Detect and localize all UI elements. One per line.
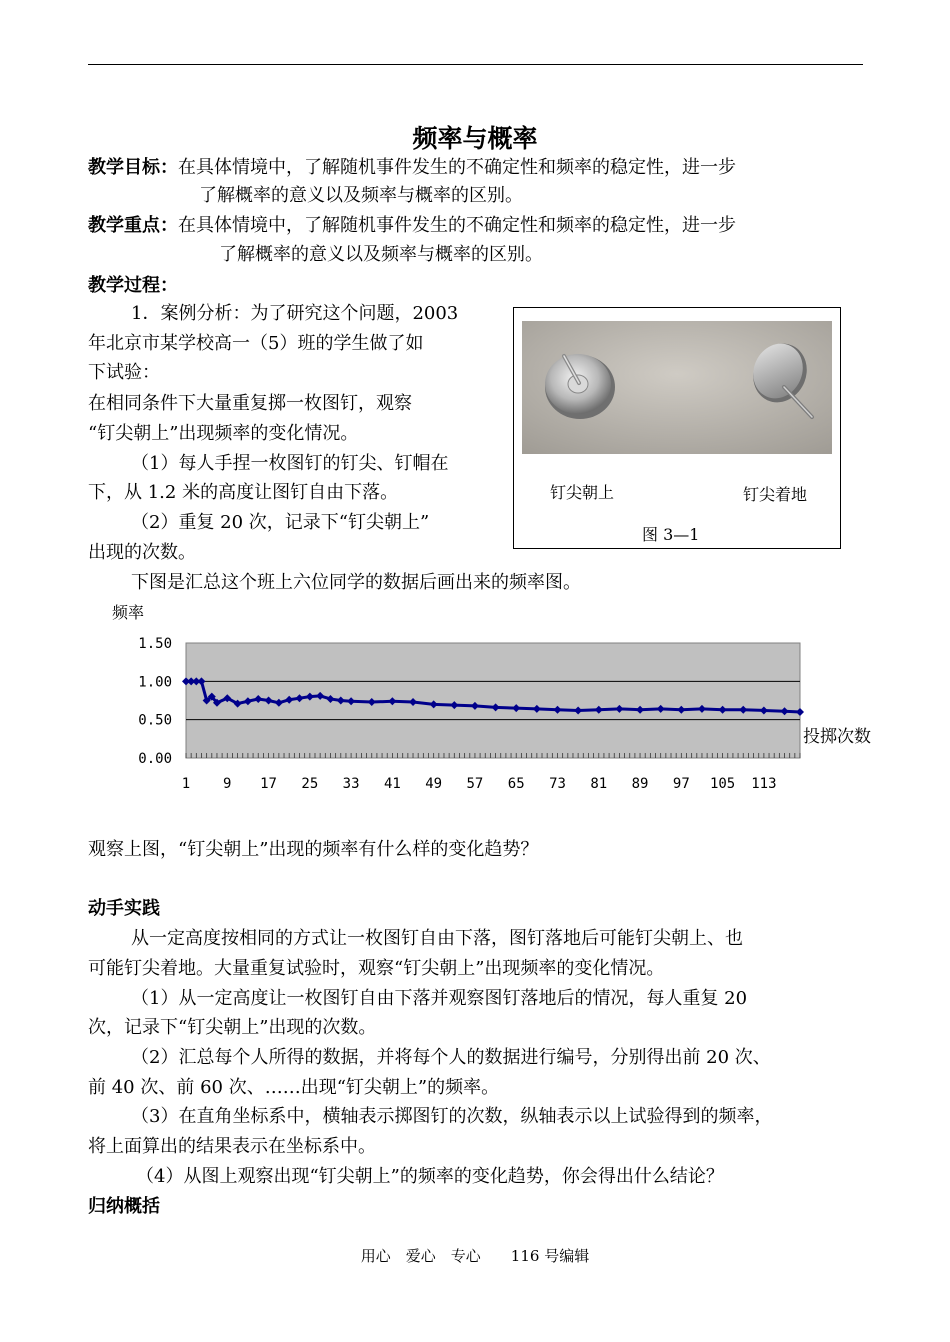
x-tick-label: 49 [425, 776, 443, 792]
thumbtack-figure [513, 307, 841, 549]
x-tick-label: 81 [590, 776, 608, 792]
keypoint-line-1 [88, 212, 736, 240]
summary-heading: 归纳概括 [88, 1196, 160, 1217]
chart-intro: 下图是汇总这个班上六位同学的数据后画出来的频率图。 [131, 572, 581, 593]
practice-line: （4）从图上观察出现“钉尖朝上”的频率的变化趋势，你会得出什么结论？ [136, 1166, 724, 1187]
practice-line: 从一定高度按相同的方式让一枚图钉自由下落，图钉落地后可能钉尖朝上、也 [131, 928, 743, 949]
x-tick-label: 1 [181, 776, 191, 792]
y-axis-label: 频率 [112, 603, 145, 622]
caption-point-down: 钉尖着地 [743, 485, 808, 504]
case-line: 年北京市某学校高一（5）班的学生做了如 [88, 333, 424, 354]
x-tick-label: 9 [223, 776, 232, 792]
keypoint-text-1: 在具体情境中，了解随机事件发生的不确定性和频率的稳定性，进一步 [178, 215, 736, 236]
objective-text-1: 在具体情境中，了解随机事件发生的不确定性和频率的稳定性，进一步 [178, 157, 736, 178]
thumbtack-photo [522, 321, 832, 454]
x-tick-label: 65 [507, 776, 525, 792]
objective-line-2: 了解概率的意义以及频率与概率的区别。 [199, 185, 523, 206]
y-tick-label: 0.00 [138, 751, 172, 767]
practice-heading: 动手实践 [88, 898, 160, 919]
practice-line: 前 40 次、前 60 次、……出现“钉尖朝上”的频率。 [88, 1077, 500, 1098]
x-tick-label: 41 [383, 776, 401, 792]
caption-point-up: 钉尖朝上 [550, 483, 615, 502]
case-line: 下，从 1.2 米的高度让图钉自由下落。 [88, 482, 399, 503]
x-tick-label: 25 [301, 776, 319, 792]
keypoint-line-2: 了解概率的意义以及频率与概率的区别。 [219, 244, 543, 265]
objective-line-1 [88, 154, 736, 182]
case-line: 出现的次数。 [88, 542, 196, 563]
case-line: （1）每人手捏一枚图钉的钉尖、钉帽在 [131, 453, 449, 474]
y-tick-label: 1.50 [138, 636, 172, 652]
x-tick-label: 33 [342, 776, 360, 792]
frequency-chart [100, 598, 890, 808]
x-tick-label: 17 [260, 776, 277, 792]
practice-line: 次，记录下“钉尖朝上”出现的次数。 [88, 1017, 377, 1038]
x-tick-label: 105 [709, 776, 736, 792]
y-tick-label: 1.00 [138, 674, 172, 691]
trend-question: 观察上图，“钉尖朝上”出现的频率有什么样的变化趋势？ [88, 839, 539, 860]
header-rule [88, 64, 863, 65]
case-line: 在相同条件下大量重复掷一枚图钉，观察 [88, 393, 412, 414]
figure-label: 图 3—1 [642, 525, 700, 544]
process-heading: 教学过程： [88, 275, 178, 296]
x-axis-label: 投掷次数 [803, 727, 871, 747]
practice-line: （1）从一定高度让一枚图钉自由下落并观察图钉落地后的情况，每人重复 20 [131, 988, 748, 1009]
case-line: （2）重复 20 次，记录下“钉尖朝上” [131, 512, 430, 533]
page-title: 频率与概率 [412, 124, 538, 153]
x-tick-label: 57 [466, 776, 484, 792]
x-tick-label: 73 [549, 776, 566, 792]
practice-line: （3）在直角坐标系中，横轴表示掷图钉的次数，纵轴表示以上试验得到的频率， [131, 1106, 773, 1127]
case-line: 下试验： [88, 362, 160, 383]
x-tick-label: 89 [631, 776, 649, 792]
keypoint-label: 教学重点： [88, 215, 178, 236]
page-footer: 用心 爱心 专心 116 号编辑 [360, 1247, 590, 1265]
x-tick-label: 113 [751, 776, 777, 792]
y-tick-label: 0.50 [138, 712, 172, 729]
practice-line: 可能钉尖着地。大量重复试验时，观察“钉尖朝上”出现频率的变化情况。 [88, 958, 665, 979]
case-line: “钉尖朝上”出现频率的变化情况。 [88, 423, 359, 444]
practice-line: （2）汇总每个人所得的数据，并将每个人的数据进行编号，分别得出前 20 次、 [131, 1047, 771, 1068]
frequency-chart-svg [100, 598, 890, 808]
objective-label: 教学目标： [88, 157, 178, 178]
x-tick-label: 97 [672, 776, 690, 792]
case-line: 1．案例分析：为了研究这个问题，2003 [131, 303, 459, 324]
practice-line: 将上面算出的结果表示在坐标系中。 [88, 1136, 376, 1157]
